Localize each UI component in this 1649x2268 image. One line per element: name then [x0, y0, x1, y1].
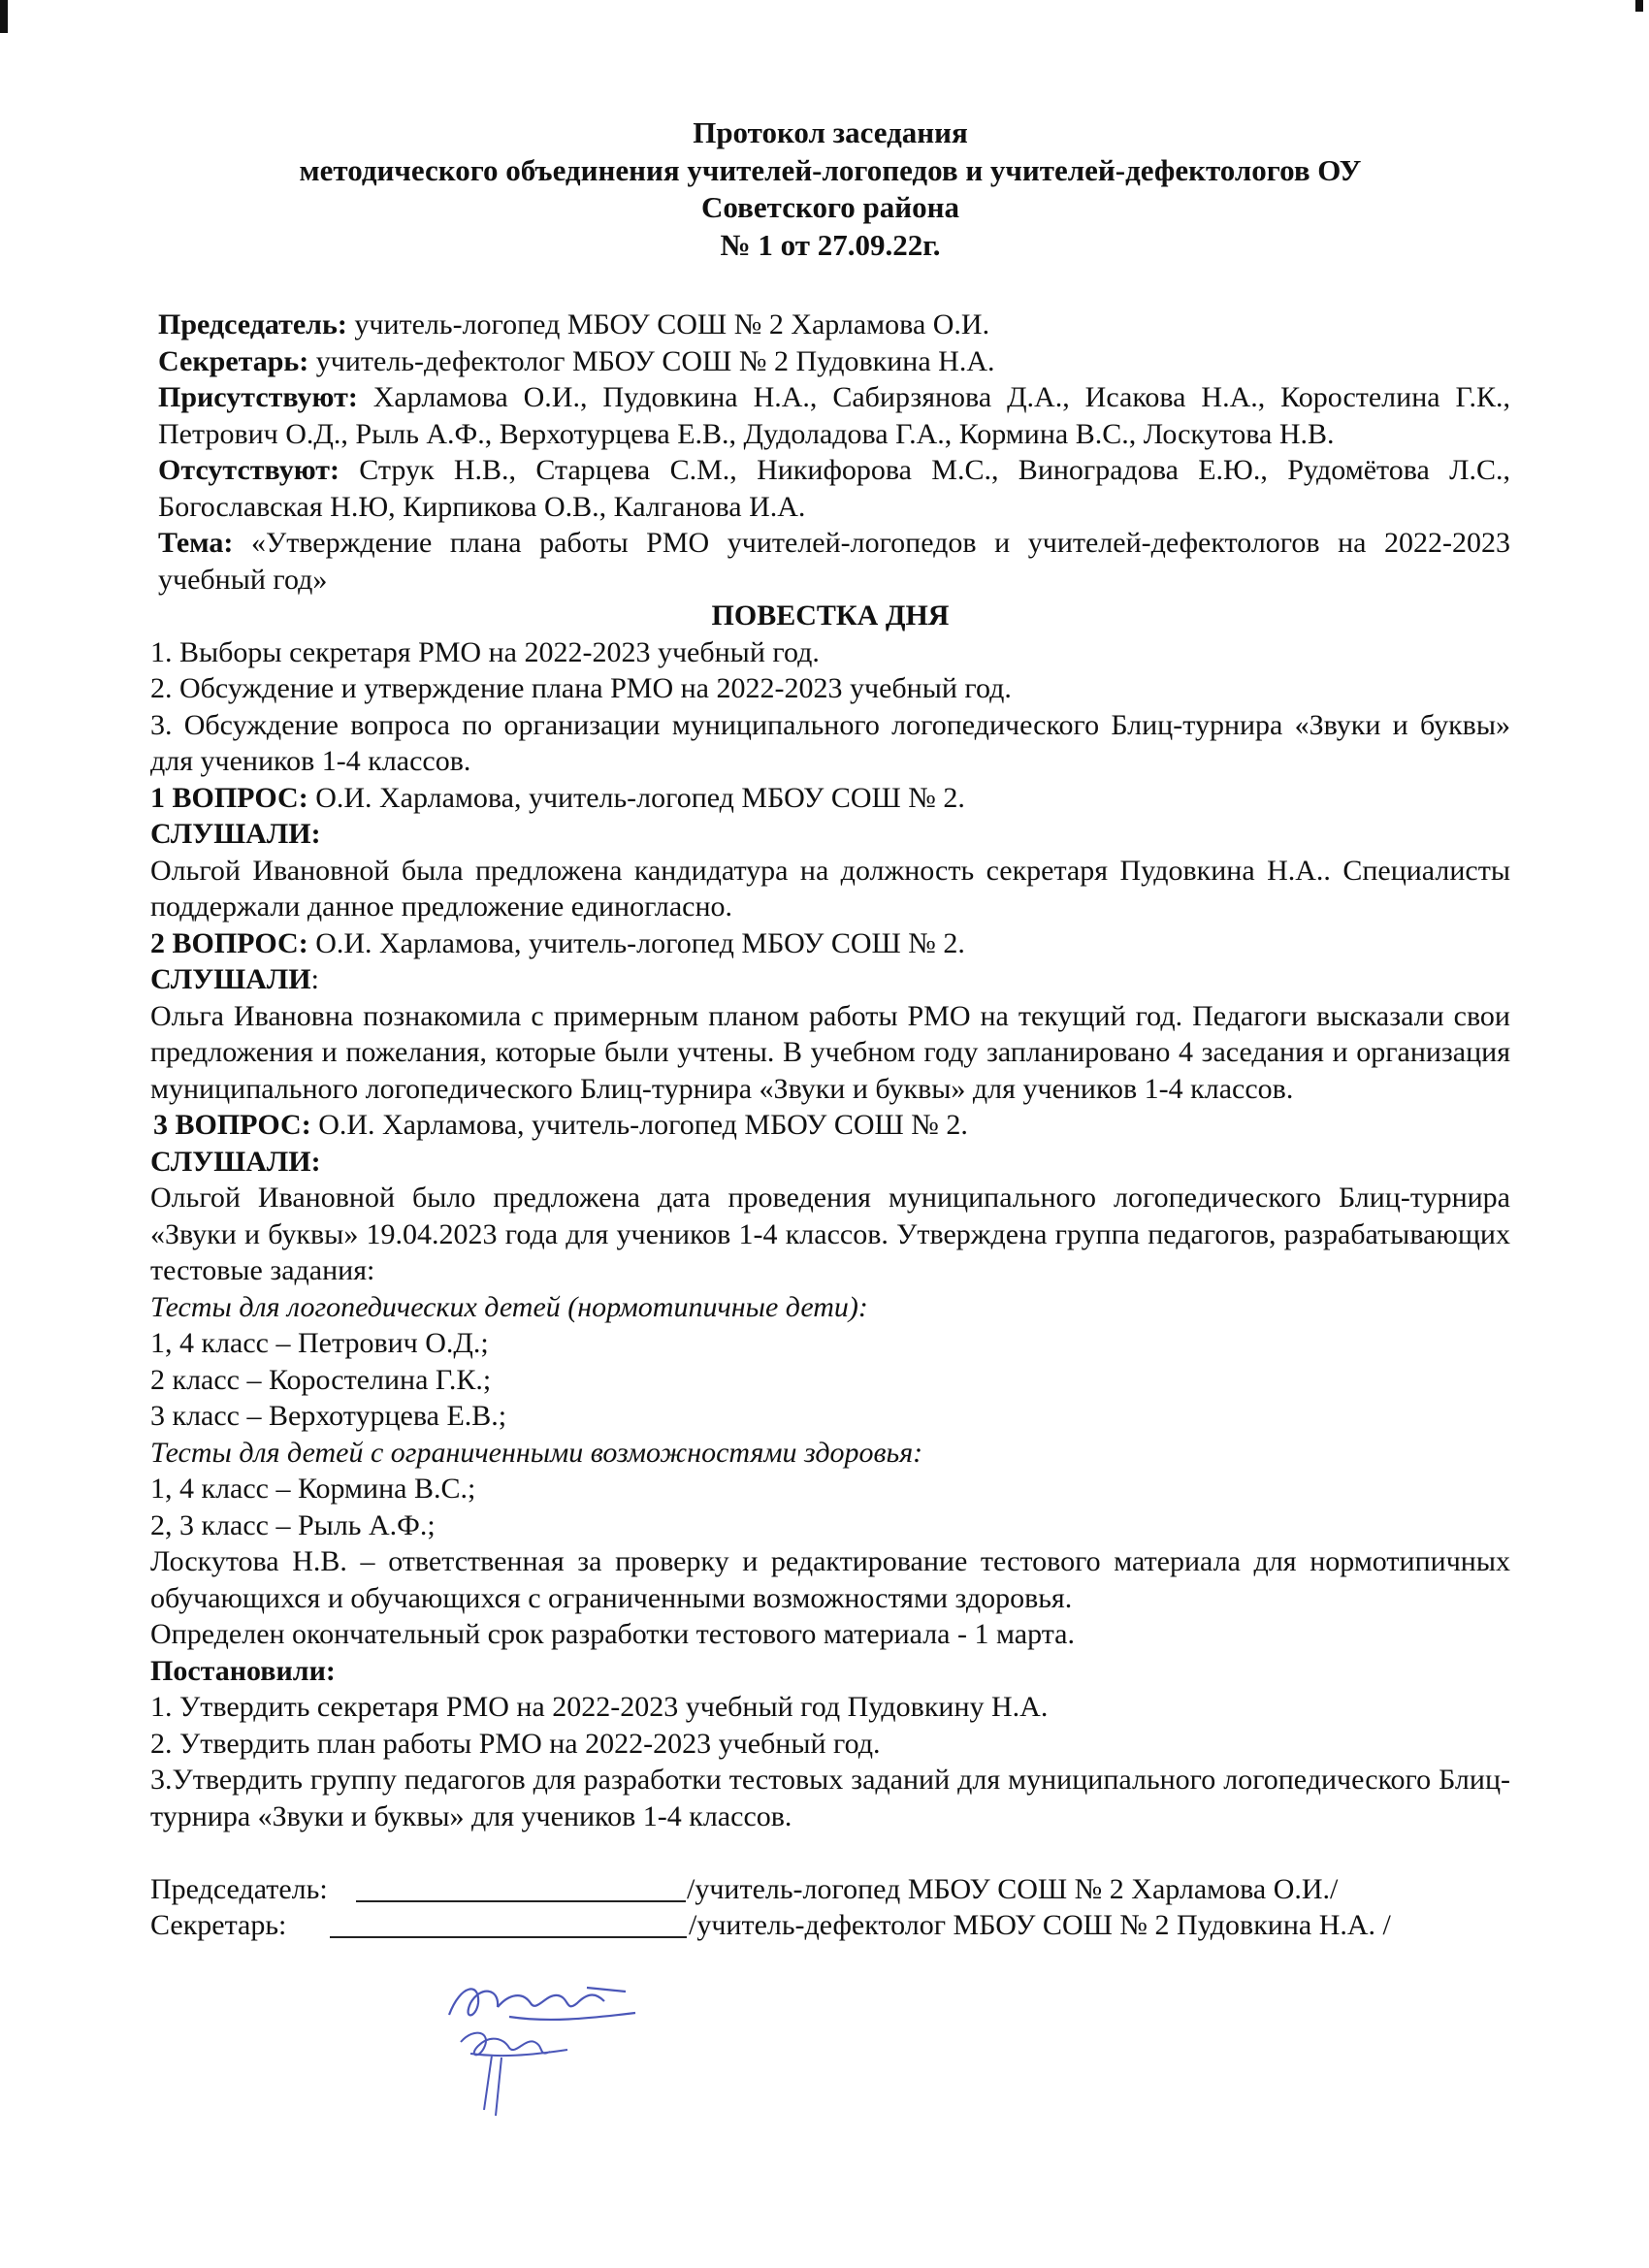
- question-1-line: [150, 780, 1510, 817]
- chair-line: [158, 307, 1510, 343]
- question-3-speaker: О.И. Харламова, учитель-логопед МБОУ СОШ № 2.: [310, 1109, 968, 1141]
- topic-label: Тема:: [158, 527, 234, 559]
- question-2-text: Ольга Ивановна познакомила с примерным планом работы РМО на текущий год. Педагоги высказали свои предложения и пожелания, которые были учтены. В учебном году запланировано 4 заседания и организация муниципального логопедического Блиц-турнира «Звуки и буквы» для учеников 1-4 классов.: [150, 999, 1510, 1105]
- present-label: Присутствуют:: [158, 381, 358, 413]
- agenda-item: 2. Обсуждение и утверждение плана РМО на 2022-2023 учебный год.: [150, 672, 1012, 704]
- question-1-speaker: О.И. Харламова, учитель-логопед МБОУ СОШ № 2.: [307, 781, 965, 814]
- resolution-item: 2. Утвердить план работы РМО на 2022-2023 учебный год.: [150, 1727, 881, 1760]
- signature-line: [330, 1936, 687, 1938]
- chair-signature-row: [150, 1871, 1510, 1907]
- deadline-text: Определен окончательный срок разработки тестового материала - 1 марта.: [150, 1618, 1075, 1650]
- question-3-label: 3 ВОПРОС:: [153, 1109, 311, 1141]
- title-line: Советского района: [701, 190, 959, 224]
- test-group-1-title: Тесты для логопедических детей (нормотипичные дети):: [150, 1290, 868, 1323]
- topic-line: [158, 525, 1510, 598]
- question-2-label: 2 ВОПРОС:: [150, 926, 308, 959]
- secretary-line: [158, 343, 1510, 380]
- absent-label: Отсутствуют:: [158, 454, 340, 486]
- meeting-meta: [150, 307, 1510, 598]
- chair-signature-label: Председатель:: [150, 1873, 328, 1905]
- question-2-heard-colon: :: [310, 963, 319, 995]
- test-group-2-title: Тесты для детей с ограниченными возможностями здоровья:: [150, 1436, 923, 1469]
- question-1-text: Ольгой Ивановной была предложена кандидатура на должность секретаря Пудовкина Н.А.. Специалисты поддержали данное предложение единогласно.: [150, 854, 1510, 923]
- resolution-item: 3.Утвердить группу педагогов для разработки тестовых заданий для муниципального логопедического Блиц-турнира «Звуки и буквы» для учеников 1-4 классов.: [150, 1764, 1510, 1832]
- question-1-label: 1 ВОПРОС:: [150, 781, 308, 814]
- absent-line: [158, 452, 1510, 525]
- secretary-handwritten-signature: [441, 2023, 616, 2120]
- scan-edge-mark: [1635, 0, 1643, 12]
- question-2-line: [150, 925, 1510, 962]
- secretary-signature-row: [150, 1907, 1510, 1943]
- secretary-signature-label: Секретарь:: [150, 1909, 287, 1941]
- question-3-heard: СЛУШАЛИ:: [150, 1145, 321, 1178]
- secretary-label: Секретарь:: [158, 344, 309, 377]
- test-group-1-item: 1, 4 класс – Петрович О.Д.;: [150, 1327, 489, 1359]
- title-line: Протокол заседания: [693, 115, 968, 149]
- chair-signature-text: /учитель-логопед МБОУ СОШ № 2 Харламова О.И./: [687, 1873, 1339, 1905]
- question-2-heard: СЛУШАЛИ: [150, 963, 311, 995]
- protocol-number: № 1 от 27.09.22г.: [720, 227, 941, 262]
- protocol-page: [150, 114, 1510, 1943]
- scan-edge-mark: [0, 0, 8, 33]
- absent-value: Струк Н.В., Старцева С.М., Никифорова М.С., Виноградова Е.Ю., Рудомётова Л.С., Богославская Н.Ю, Кирпикова О.В., Калганова И.А.: [158, 454, 1510, 523]
- resolution-label: Постановили:: [150, 1654, 336, 1687]
- title-line: методического объединения учителей-логопедов и учителей-дефектологов ОУ: [299, 152, 1362, 187]
- test-group-2-item: 1, 4 класс – Кормина В.С.;: [150, 1473, 476, 1505]
- agenda-item: 3. Обсуждение вопроса по организации муниципального логопедического Блиц-турнира «Звуки и буквы» для учеников 1-4 классов.: [150, 708, 1510, 777]
- test-group-1-item: 2 класс – Коростелина Г.К.;: [150, 1363, 492, 1396]
- agenda-item: 1. Выборы секретаря РМО на 2022-2023 учебный год.: [150, 635, 820, 668]
- resolution-item: 1. Утвердить секретаря РМО на 2022-2023 учебный год Пудовкину Н.А.: [150, 1691, 1049, 1723]
- test-group-1-item: 3 класс – Верхотурцева Е.В.;: [150, 1400, 507, 1432]
- secretary-signature-text: /учитель-дефектолог МБОУ СОШ № 2 Пудовкина Н.А. /: [689, 1909, 1391, 1941]
- present-line: [158, 379, 1510, 452]
- question-3-line: [150, 1107, 1510, 1144]
- secretary-value: учитель-дефектолог МБОУ СОШ № 2 Пудовкина Н.А.: [308, 344, 995, 377]
- question-3-text: Ольгой Ивановной было предложена дата проведения муниципального логопедического Блиц-турнира «Звуки и буквы» 19.04.2023 года для учеников 1-4 классов. Утверждена группа педагогов, разрабатывающих тестовые задания:: [150, 1182, 1510, 1286]
- chair-value: учитель-логопед МБОУ СОШ № 2 Харламова О.И.: [346, 308, 990, 340]
- question-1-heard: СЛУШАЛИ:: [150, 818, 321, 850]
- present-value: Харламова О.И., Пудовкина Н.А., Сабирзянова Д.А., Исакова Н.А., Коростелина Г.К., Петрович О.Д., Рыль А.Ф., Верхотурцева Е.В., Дудоладова Г.А., Кормина В.С., Лоскутова Н.В.: [158, 381, 1510, 450]
- topic-value: «Утверждение плана работы РМО учителей-логопедов и учителей-дефектологов на 2022-2023 учебный год»: [158, 527, 1510, 596]
- protocol-title: [150, 114, 1510, 264]
- chair-label: Председатель:: [158, 308, 347, 340]
- test-group-2-item: 2, 3 класс – Рыль А.Ф.;: [150, 1508, 436, 1541]
- question-2-speaker: О.И. Харламова, учитель-логопед МБОУ СОШ № 2.: [307, 926, 965, 959]
- agenda-heading: ПОВЕСТКА ДНЯ: [711, 599, 950, 632]
- signature-line: [356, 1900, 686, 1902]
- question-2-heard-line: [150, 961, 1510, 998]
- responsible-text: Лоскутова Н.В. – ответственная за проверку и редактирование тестового материала для нормотипичных обучающихся и обучающихся с ограниченными возможностями здоровья.: [150, 1545, 1510, 1614]
